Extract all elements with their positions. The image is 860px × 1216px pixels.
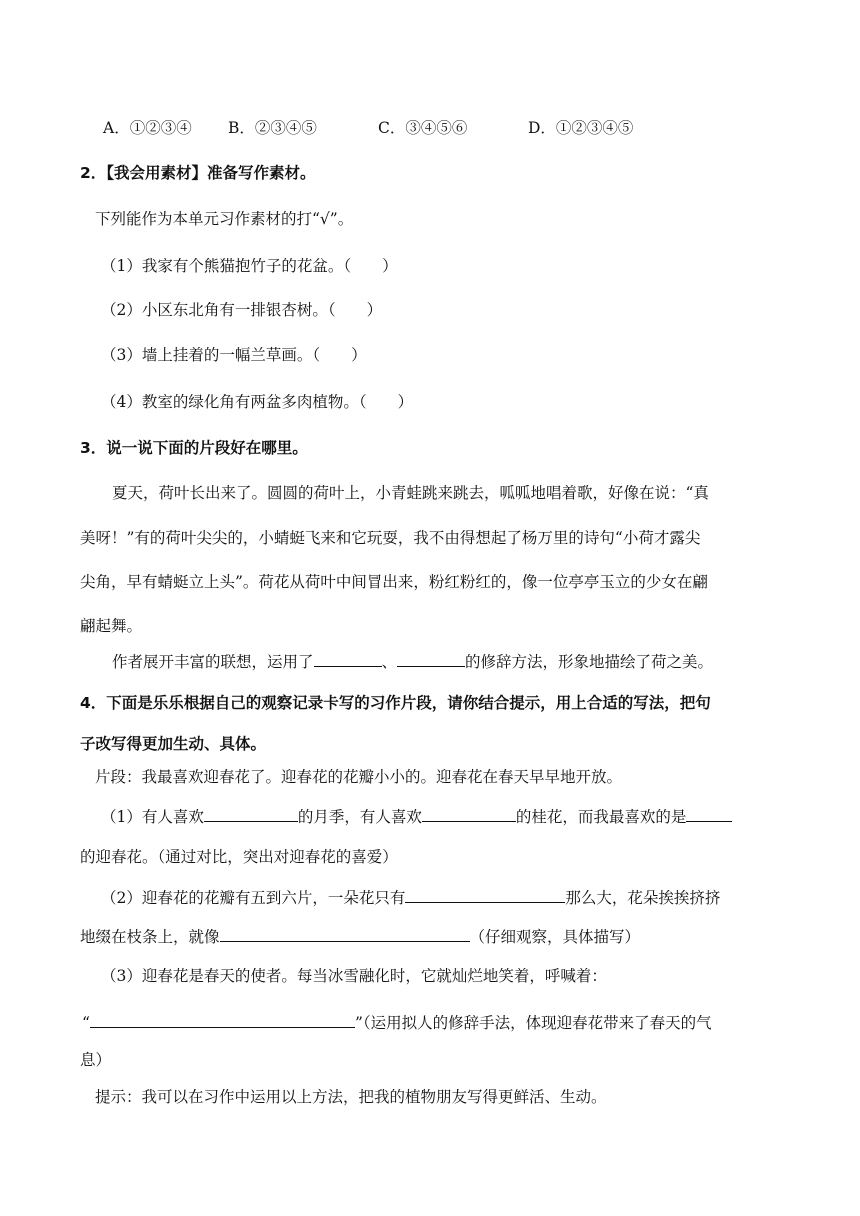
q4-s1-blank-1[interactable] xyxy=(204,805,298,822)
q2-instruction: 下列能作为本单元习作素材的打“√”。 xyxy=(95,210,354,228)
q4-s2-text-a: （2）迎春花的花瓣有五到六片，一朵花只有 xyxy=(101,889,406,907)
q4-s3-close-text: ”（运用拟人的修辞手法，体现迎春花带来了春天的气 xyxy=(354,1014,712,1032)
q4-s1-text-b: 的月季，有人喜欢 xyxy=(297,808,422,826)
q1-option-a: A．①②③④ xyxy=(103,119,192,137)
q3-answer-line xyxy=(112,650,713,673)
q4-s1-text-a: （1）有人喜欢 xyxy=(101,808,204,826)
q4-sentence-3-line-2 xyxy=(82,1011,712,1034)
q3-passage-line-4: 翩起舞。 xyxy=(80,617,143,635)
q3-title: 3．说一说下面的片段好在哪里。 xyxy=(80,439,308,457)
q4-s1-text-c: 的桂花，而我最喜欢的是 xyxy=(515,808,687,826)
q4-s1-blank-3[interactable] xyxy=(686,805,732,822)
q3-answer-text-1: 作者展开丰富的联想，运用了 xyxy=(112,653,314,671)
q4-title-line-1: 4．下面是乐乐根据自己的观察记录卡写的习作片段，请你结合提示，用上合适的写法，把句 xyxy=(80,694,711,712)
q3-passage-line-3: 尖角，早有蜻蜓立上头”。荷花从荷叶中间冒出来，粉红粉红的，像一位亭亭玉立的少女在翩 xyxy=(80,573,708,591)
q4-title-line-2: 子改写得更加生动、具体。 xyxy=(80,735,267,753)
q4-s2-text-d: （仔细观察，具体描写） xyxy=(469,928,641,946)
q2-item-4: （4）教室的绿化角有两盆多肉植物。（ ） xyxy=(101,393,414,411)
q4-s2-text-c: 地缀在枝条上，就像 xyxy=(80,928,220,946)
q3-passage-line-1: 夏天，荷叶长出来了。圆圆的荷叶上，小青蛙跳来跳去，呱呱地唱着歌，好像在说：“真 xyxy=(112,484,709,502)
q4-sentence-1-line-2: 的迎春花。（通过对比，突出对迎春花的喜爱） xyxy=(80,848,398,866)
q4-s1-blank-2[interactable] xyxy=(422,805,516,822)
q2-title: 2．【我会用素材】准备写作素材。 xyxy=(80,164,316,182)
q4-hint: 提示：我可以在习作中运用以上方法，把我的植物朋友写得更鲜活、生动。 xyxy=(95,1088,607,1106)
q4-s2-text-b: 那么大，花朵挨挨挤挤 xyxy=(565,889,721,907)
q1-options-row xyxy=(103,117,633,139)
q2-item-1: （1）我家有个熊猫抱竹子的花盆。（ ） xyxy=(101,257,398,275)
q3-blank-2[interactable] xyxy=(397,650,465,667)
q4-sentence-2-line-1 xyxy=(101,886,720,909)
q3-answer-text-3: 的修辞方法，形象地描绘了荷之美。 xyxy=(465,653,714,671)
q4-s3-open-quote: “ xyxy=(82,1014,90,1032)
q4-fragment: 片段：我最喜欢迎春花了。迎春花的花瓣小小的。迎春花在春天早早地开放。 xyxy=(95,768,623,786)
q4-sentence-3-line-3: 息） xyxy=(80,1051,112,1069)
q4-sentence-1-line-1 xyxy=(101,805,732,828)
q4-s2-blank-2[interactable] xyxy=(220,925,470,942)
q2-item-3: （3）墙上挂着的一幅兰草画。（ ） xyxy=(101,346,367,364)
q4-sentence-2-line-2 xyxy=(80,925,640,948)
q4-s3-blank[interactable] xyxy=(90,1011,355,1028)
q3-blank-1[interactable] xyxy=(314,650,382,667)
q3-passage-line-2: 美呀！”有的荷叶尖尖的，小蜻蜓飞来和它玩耍，我不由得想起了杨万里的诗句“小荷才露尖 xyxy=(80,529,701,547)
q1-option-c: C．③④⑤⑥ xyxy=(378,119,468,137)
q4-sentence-3-line-1: （3）迎春花是春天的使者。每当冰雪融化时，它就灿烂地笑着，呼喊着： xyxy=(101,967,607,985)
q4-s2-blank-1[interactable] xyxy=(405,886,565,903)
q1-option-b: B．②③④⑤ xyxy=(228,119,317,137)
q2-item-2: （2）小区东北角有一排银杏树。（ ） xyxy=(101,301,383,319)
q3-answer-text-2: 、 xyxy=(381,653,398,671)
q1-option-d: D．①②③④⑤ xyxy=(528,119,634,137)
